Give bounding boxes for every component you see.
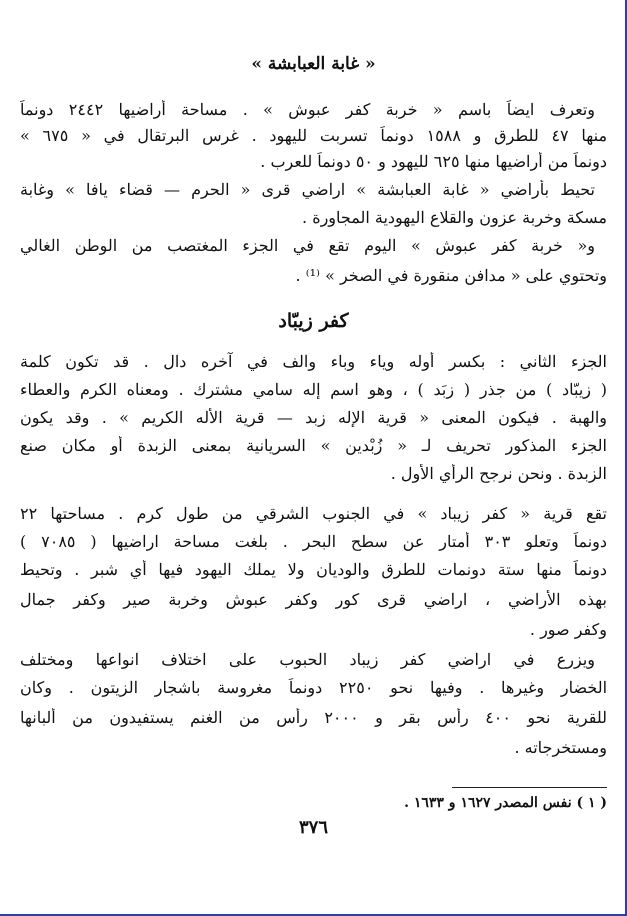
text-line: للقرية نحو ٤٠٠ رأس بقر و ٢٠٠٠ رأس من الغنم يستفيدون من ألبانها: [20, 708, 607, 727]
text-line: والهبة . فيكون المعنى « قرية الإله زبد — قرية الأله الكريم » . وقد يكون: [20, 408, 607, 427]
section-title: كفر زيبّاد: [278, 310, 349, 332]
text-line: و« خربة كفر عبوش » اليوم تقع في الجزء المغتصب من الوطن الغالي: [20, 236, 595, 255]
text-line: الزبدة . ونحن نرجح الرأي الأول .: [390, 464, 607, 483]
footnote-divider: [452, 787, 607, 788]
page-content: [20, 0, 607, 914]
text-line: الجزء الثاني : بكسر أوله وياء وباء والف في آخره دال . قد تكون كلمة: [20, 352, 607, 371]
text-line: ومستخرجاته .: [514, 738, 607, 757]
text-line: منها ٤٧ للطرق و ١٥٨٨ دونماً تسربت لليهود . غرس البرتقال في « ٦٧٥ »: [20, 126, 607, 145]
text-line: مسكة وخربة عزون والقلاع اليهودية المجاورة .: [302, 208, 607, 227]
text-line: وتحتوي على « مدافن منقورة في الصخر » ⁽¹⁾ .: [295, 266, 607, 285]
text-line: الخضار وغيرها . وفيها نحو ٢٢٥٠ دونماً مغروسة باشجار الزيتون . وكان: [20, 678, 607, 697]
text-line: ويزرع في اراضي كفر زيباد الحبوب على اختلاف انواعها ومختلف: [20, 650, 595, 669]
text-line: تقع قرية « كفر زيباد » في الجنوب الشرقي من طول كرم . مساحتها ٢٢: [20, 504, 607, 523]
text-line: دونماً من أراضيها منها ٦٢٥ لليهود و ٥٠ دونماً للعرب .: [260, 152, 607, 171]
page-number: ٣٧٦: [298, 817, 328, 838]
text-line: وتعرف ايضاً باسم « خربة كفر عبوش » . مساحة أراضيها ٢٤٤٢ دونماً: [20, 100, 596, 119]
text-line: ( زيبّاد ) من جذر ( زبَد ) ، وهو اسم إله سامي مشترك . ومعناه الكرم والعطاء: [20, 380, 607, 399]
text-line: دونماً منها ستة دونمات للطرق والوديان ولا يملك اليهود فيها أي شبر . وتحيط: [20, 560, 607, 579]
text-line: بهذه الأراضي ، اراضي قرى كور وكفر عبوش وخربة صير وكفر جمال: [20, 590, 607, 609]
text-line: الجزء المذكور تحريف لـ « زُبْدين » السريانية بمعنى الزبدة أو مكان صنع: [20, 436, 607, 455]
text-line: وكفر صور .: [529, 620, 607, 639]
text-line: دونماً وتعلو ٣٠٣ أمتار عن سطح البحر . بلغت مساحة اراضيها ( ٧٠٨٥ ): [20, 532, 607, 551]
footnote: ( ١ ) نفس المصدر ١٦٢٧ و ١٦٣٣ .: [404, 795, 607, 811]
text-line: تحيط بأراضي « غابة العبابشة » اراضي قرى « الحرم — قضاء يافا » وغابة: [20, 180, 595, 199]
running-header: « غابة العبابشة »: [251, 54, 376, 74]
